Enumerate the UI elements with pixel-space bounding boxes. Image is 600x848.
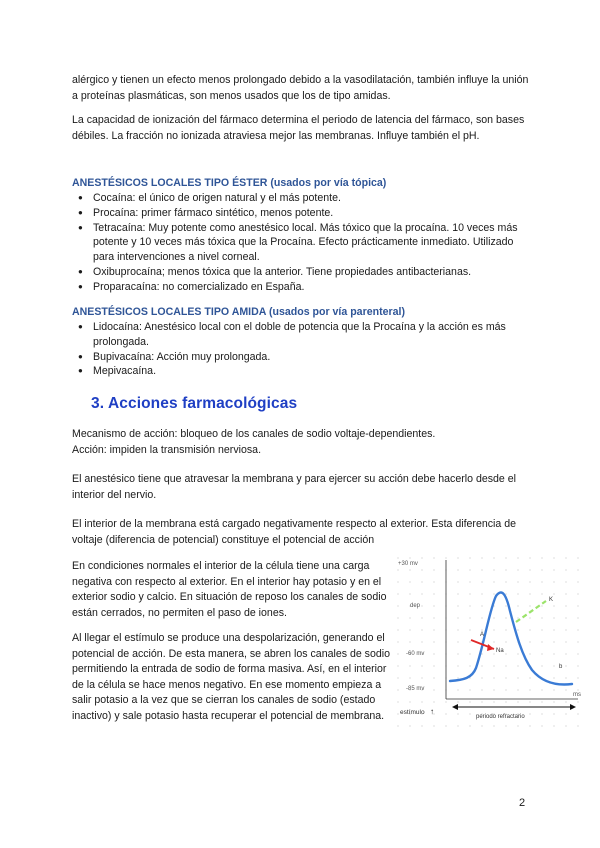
list-item: ● Cocaína: el único de origen natural y el más potente.	[72, 191, 530, 206]
label-b: b	[559, 664, 563, 670]
paragraph-mechanism	[72, 427, 530, 458]
action-line: Acción: impiden la transmisión nerviosa.	[72, 443, 262, 456]
label-minus-85mv: -85 mv	[406, 686, 425, 692]
label-stimulus: estímulo	[400, 709, 425, 716]
dotted-grid	[396, 556, 586, 728]
list-ester	[72, 191, 530, 295]
paragraph-depolarization: Al llegar el estímulo se produce una despolarización, generando el potencial de acción. De esta manera, se abren los canales de sodio permitiendo la entrada de sodio de forma masiva. Así, en el interior de la célula se hace menos negativo. En ese momento empieza a salir potasio a la vez que se cierran los canales de sodio (estado inactivo) y sale potasio hasta recuperar el potencial de membrana.	[72, 632, 391, 722]
heading-amida: ANESTÉSICOS LOCALES TIPO AMIDA (usados por vía parenteral)	[72, 306, 405, 318]
label-time-units: ms	[573, 692, 581, 698]
list-item: ● Procaína: primer fármaco sintético, menos potente.	[72, 206, 530, 221]
label-minus-60mv: -60 mv	[406, 651, 425, 657]
list-item: ● Oxibuprocaína; menos tóxica que la anterior. Tiene propiedades antibacterianas.	[72, 265, 530, 280]
list-amida	[72, 320, 530, 379]
list-item: ● Proparacaína: no comercializado en España.	[72, 280, 530, 295]
action-potential-graph	[396, 556, 586, 728]
stimulus-arrow-icon: ↑	[430, 707, 434, 716]
list-item: ● Lidocaína: Anestésico local con el doble de potencia que la Procaína y la acción es más prolongada.	[72, 320, 530, 350]
list-item: ● Mepivacaína.	[72, 364, 530, 379]
label-refractory-period: periodo refractario	[476, 714, 525, 720]
paragraph-potential: El interior de la membrana está cargado negativamente respecto al exterior. Esta diferencia de voltaje (diferencia de potencial) constituye el potencial de acción	[72, 518, 517, 546]
list-item: ● Tetracaína: Muy potente como anestésico local. Más tóxico que la procaína. 10 veces más potente y 10 veces más tóxica que la Procaína. Efecto prácticamente inmediato. Utilizado para intervenciones a nivel corneal.	[72, 221, 530, 265]
page-number: 2	[519, 797, 526, 809]
label-plus-30mv: +30 mv	[398, 561, 418, 567]
label-na: Na	[496, 648, 504, 654]
label-k: K	[549, 597, 554, 603]
list-item: ● Bupivacaína: Acción muy prolongada.	[72, 350, 530, 365]
label-a: A	[480, 632, 485, 638]
paragraph-resting-state: En condiciones normales el interior de la célula tiene una carga negativa con respecto al exterior. En el interior hay potasio y en el exterior sodio y calcio. En situación de reposo los canales de sodio están cerrados, no permiten el paso de iones.	[72, 560, 387, 619]
paragraph-ionization: La capacidad de ionización del fármaco determina el periodo de latencia del fármaco, son bases débiles. La fracción no ionizada atraviesa mejor las membranas. Influye también el pH.	[72, 114, 525, 142]
paragraph-membrane: El anestésico tiene que atravesar la membrana y para ejercer su acción debe hacerlo desde el interior del nervio.	[72, 473, 517, 501]
label-dep: dep	[410, 603, 421, 609]
heading-ester: ANESTÉSICOS LOCALES TIPO ÉSTER (usados por vía tópica)	[72, 177, 387, 189]
action-potential-figure	[396, 556, 586, 728]
paragraph-vasodilatation: alérgico y tienen un efecto menos prolongado debido a la vasodilatación, también influye la unión a proteínas plasmáticas, son menos usados que los de tipo amidas.	[72, 74, 529, 102]
section-title: 3. Acciones farmacológicas	[91, 395, 298, 412]
mechanism-line: Mecanismo de acción: bloqueo de los canales de sodio voltaje-dependientes.	[72, 428, 436, 440]
